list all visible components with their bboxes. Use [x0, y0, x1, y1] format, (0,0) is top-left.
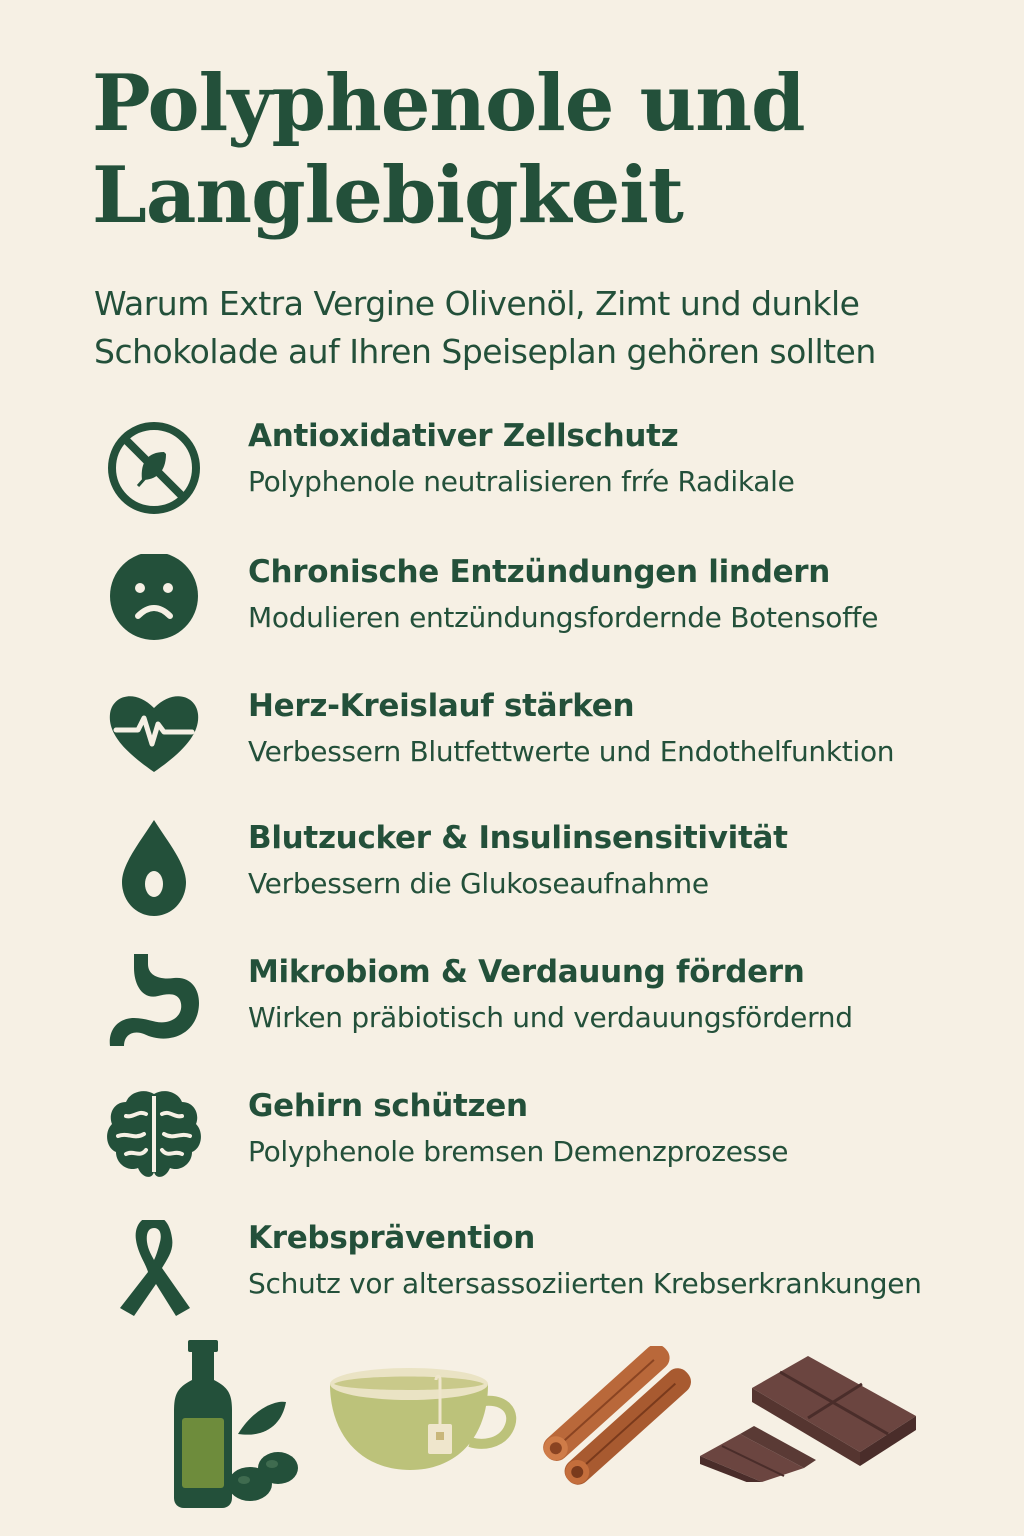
page-subtitle: Warum Extra Vergine Olivenöl, Zimt und dunkle Schokolade auf Ihren Speiseplan gehören sollten — [94, 284, 876, 371]
benefit-description: Polyphenole neutralisieren frŕe Radikale — [248, 465, 795, 498]
drop-icon — [104, 820, 204, 920]
benefit-description: Verbessern Blutfettwerte und Endothelfunktion — [248, 735, 895, 768]
page-title: Polyphenole und Langlebigkeit — [92, 58, 805, 241]
sad-face-icon — [104, 554, 204, 654]
tea-cup-icon — [328, 1366, 518, 1476]
benefit-cancer — [0, 1216, 1024, 1326]
benefit-title: Krebsprävention — [248, 1220, 535, 1256]
brain-icon — [104, 1088, 204, 1188]
benefit-heart — [0, 684, 1024, 794]
benefit-inflammation — [0, 550, 1024, 660]
benefit-title: Herz-Kreislauf stärken — [248, 688, 635, 724]
benefit-title: Mikrobiom & Verdauung fördern — [248, 954, 805, 990]
ribbon-icon — [104, 1220, 204, 1320]
benefit-title: Chronische Entzündungen lindern — [248, 554, 831, 590]
benefit-title: Gehirn schützen — [248, 1088, 528, 1124]
stomach-icon — [104, 954, 204, 1054]
benefit-title: Antioxidativer Zellschutz — [248, 418, 679, 454]
benefit-microbiome — [0, 950, 1024, 1060]
benefit-brain — [0, 1084, 1024, 1194]
benefit-description: Wirken präbiotisch und verdauungsfördernd — [248, 1001, 853, 1034]
dark-chocolate-icon — [696, 1352, 926, 1482]
benefit-description: Schutz vor altersassoziierten Krebserkrankungen — [248, 1267, 922, 1300]
benefit-description: Verbessern die Glukoseaufnahme — [248, 867, 709, 900]
benefit-description: Modulieren entzündungsfordernde Botensoffe — [248, 601, 879, 634]
no-radical-icon — [104, 418, 204, 518]
olive-oil-bottle-icon — [168, 1338, 308, 1518]
heart-pulse-icon — [104, 688, 204, 788]
food-illustrations — [0, 1330, 1024, 1520]
benefit-antioxidant — [0, 414, 1024, 524]
benefit-blood-sugar — [0, 816, 1024, 926]
benefit-title: Blutzucker & Insulinsensitivität — [248, 820, 788, 856]
cinnamon-sticks-icon — [532, 1346, 702, 1486]
benefit-description: Polyphenole bremsen Demenzprozesse — [248, 1135, 789, 1168]
